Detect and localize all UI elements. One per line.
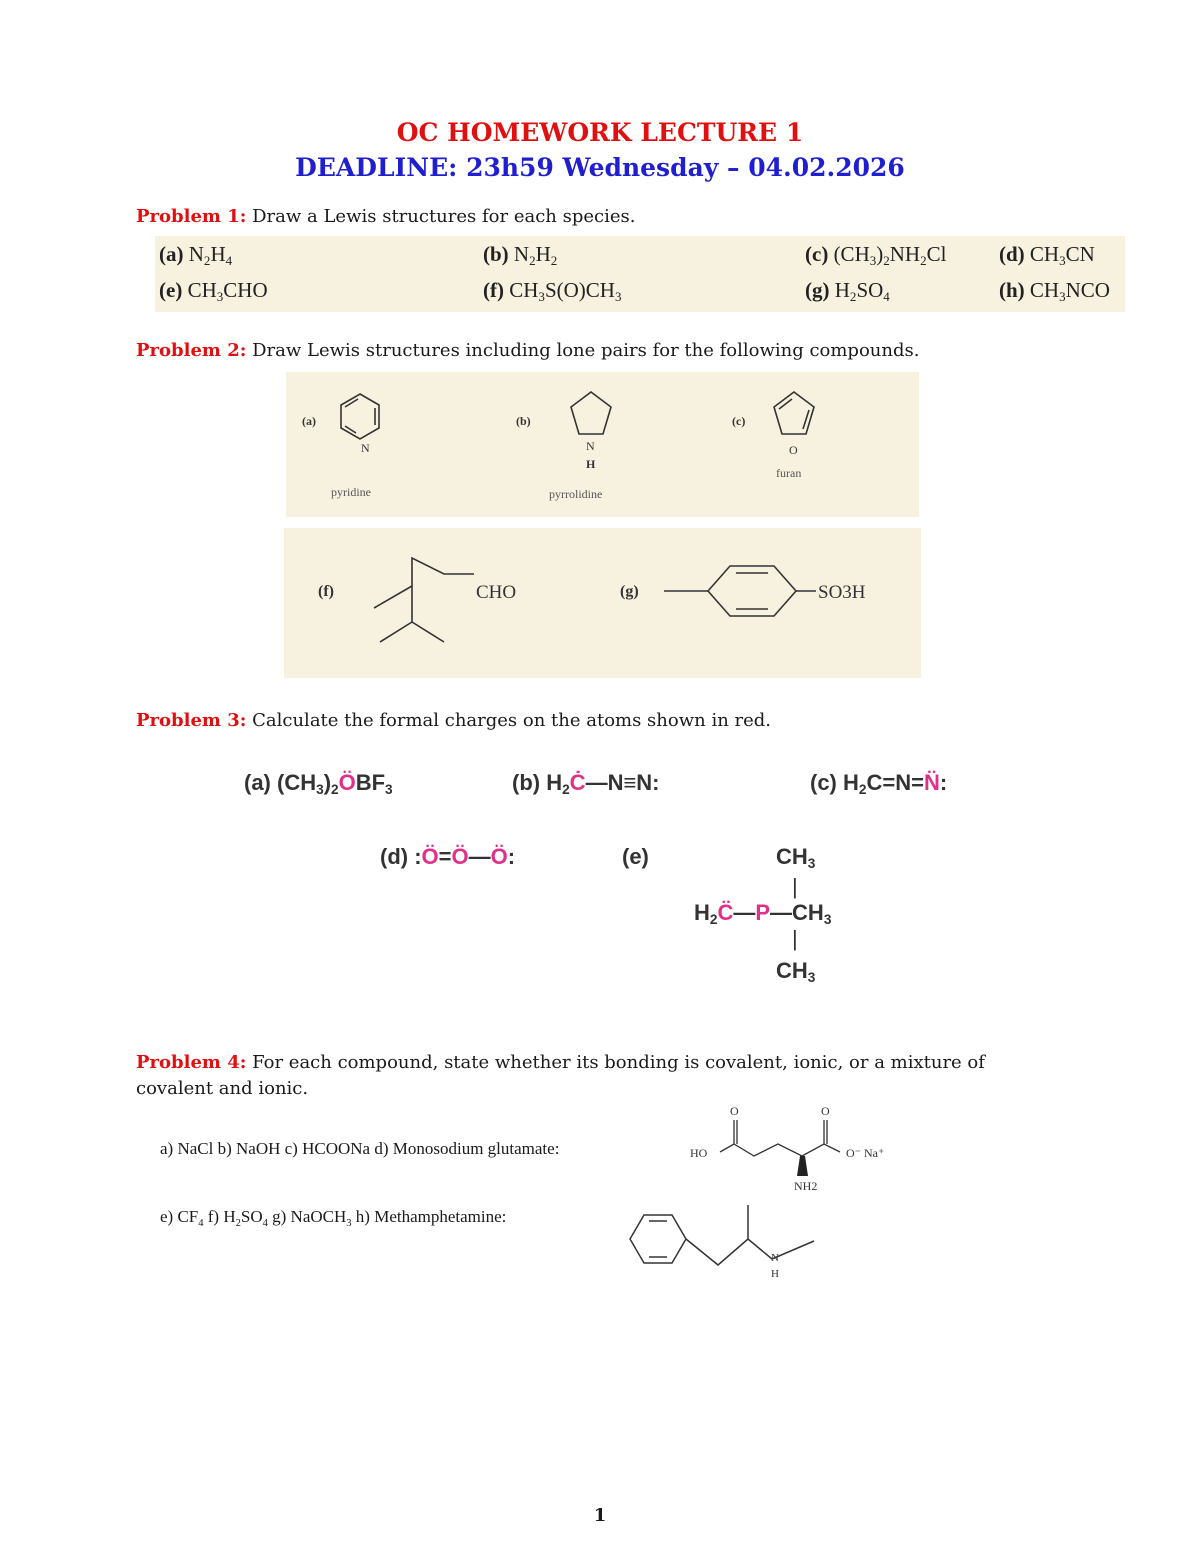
deadline: DEADLINE: 23h59 Wednesday – 04.02.2026: [295, 153, 905, 182]
compounds-line-2: e) $CF_4$ f) $H_2SO_4$ g) NaOCH$_3$ h) Methamphetamine:: [160, 1207, 507, 1229]
formal-charge-e-bond-up: |: [792, 874, 798, 899]
pyrrolidine-h: H: [586, 457, 596, 471]
formal-charge-e-top: $CH_3$: [776, 844, 816, 871]
chain-structures: [284, 528, 921, 678]
pyridine-tag: (a): [302, 414, 316, 428]
problem-4-label: Problem 4:: [136, 1052, 247, 1073]
species-a: (a) $N_2H_4$: [159, 242, 233, 268]
furan-label: furan: [776, 466, 802, 480]
pyrrolidine-tag: (b): [516, 414, 531, 428]
glutamate-nh2: NH2: [794, 1179, 818, 1193]
problem-1-text: Draw a Lewis structures for each species.: [252, 206, 636, 227]
pyridine-label: pyridine: [331, 485, 371, 499]
tolyl-ring: [664, 566, 816, 616]
compounds-line-1: a) NaCl b) NaOH c) HCOONa d) Monosodium glutamate:: [160, 1139, 560, 1158]
problem-3-label: Problem 3:: [136, 710, 247, 731]
pyridine-ring: [341, 394, 379, 439]
pyrrolidine-n: N: [586, 439, 595, 453]
furan-ring: [774, 392, 814, 434]
glutamate-o-1: O: [730, 1104, 739, 1118]
problem-2-text: Draw Lewis structures including lone pairs for the following compounds.: [252, 340, 920, 361]
page-title: OC HOMEWORK LECTURE 1: [396, 118, 804, 147]
furan-o: O: [789, 443, 798, 457]
problem-3: [136, 708, 771, 734]
ring-structures: [286, 372, 919, 517]
formal-charge-a: (a) $(CH_3)_2ÖBF_3$: [244, 770, 393, 797]
methamphetamine-structure: [622, 1195, 832, 1285]
problem-4-text: For each compound, state whether its bonding is covalent, ionic, or a mixture of covalent and ionic.: [136, 1052, 985, 1099]
formal-charge-e-tag: (e): [622, 844, 649, 869]
page-number: 1: [593, 1505, 607, 1526]
sulfonic-group: SO3H: [818, 582, 866, 603]
problem-1: [136, 204, 635, 230]
problem-2-label: Problem 2:: [136, 340, 247, 361]
glutamate-ho: HO: [690, 1146, 708, 1160]
formal-charge-e-bond-down: |: [792, 926, 798, 951]
glutamate-o-2: O: [821, 1104, 830, 1118]
methamphetamine-h: H: [771, 1268, 779, 1280]
glutamate-na: O⁻ Na⁺: [846, 1146, 885, 1160]
species-d: (d) $CH_3CN$: [999, 242, 1095, 268]
aldehyde-skeleton: [374, 558, 474, 642]
problem-2: [136, 338, 919, 364]
species-panel: [155, 236, 1125, 312]
sulfonic-tag: (g): [620, 583, 639, 600]
species-b: (b) $N_2H_2$: [483, 242, 558, 268]
problem-1-label: Problem 1:: [136, 206, 247, 227]
formal-charge-d: (d) :Ö=Ö—Ö:: [380, 844, 516, 869]
formal-charge-c: (c) $H_2C=N=N̈$:: [810, 770, 948, 797]
glutamate-structure: [684, 1100, 924, 1200]
species-g: (g) $H_2SO_4$: [805, 278, 890, 304]
species-c: (c) $(CH_3)_2NH_2Cl$: [805, 242, 947, 268]
formal-charge-e-bottom: $CH_3$: [776, 958, 816, 985]
structures-panel-2: [284, 528, 921, 678]
aldehyde-group: CHO: [476, 582, 517, 603]
structures-panel-1: [286, 372, 919, 517]
furan-tag: (c): [732, 414, 746, 428]
problem-4: [136, 1050, 1056, 1102]
pyrrolidine-ring: [571, 392, 611, 434]
pyrrolidine-label: pyrrolidine: [549, 487, 603, 501]
species-h: (h) $CH_3NCO$: [999, 278, 1110, 304]
formal-charge-b: (b) $H_2Ċ—N\equiv N$:: [512, 770, 660, 797]
pyridine-n: N: [361, 441, 370, 455]
problem-3-text: Calculate the formal charges on the atoms shown in red.: [252, 710, 772, 731]
formal-charge-e-mid: $H_2C̈—P—CH_3$: [694, 900, 832, 927]
methamphetamine-n: N: [771, 1252, 779, 1264]
aldehyde-tag: (f): [318, 583, 334, 600]
species-e: (e) $CH_3CHO$: [159, 278, 268, 304]
species-f: (f) $CH_3S(O)CH_3$: [483, 278, 622, 304]
